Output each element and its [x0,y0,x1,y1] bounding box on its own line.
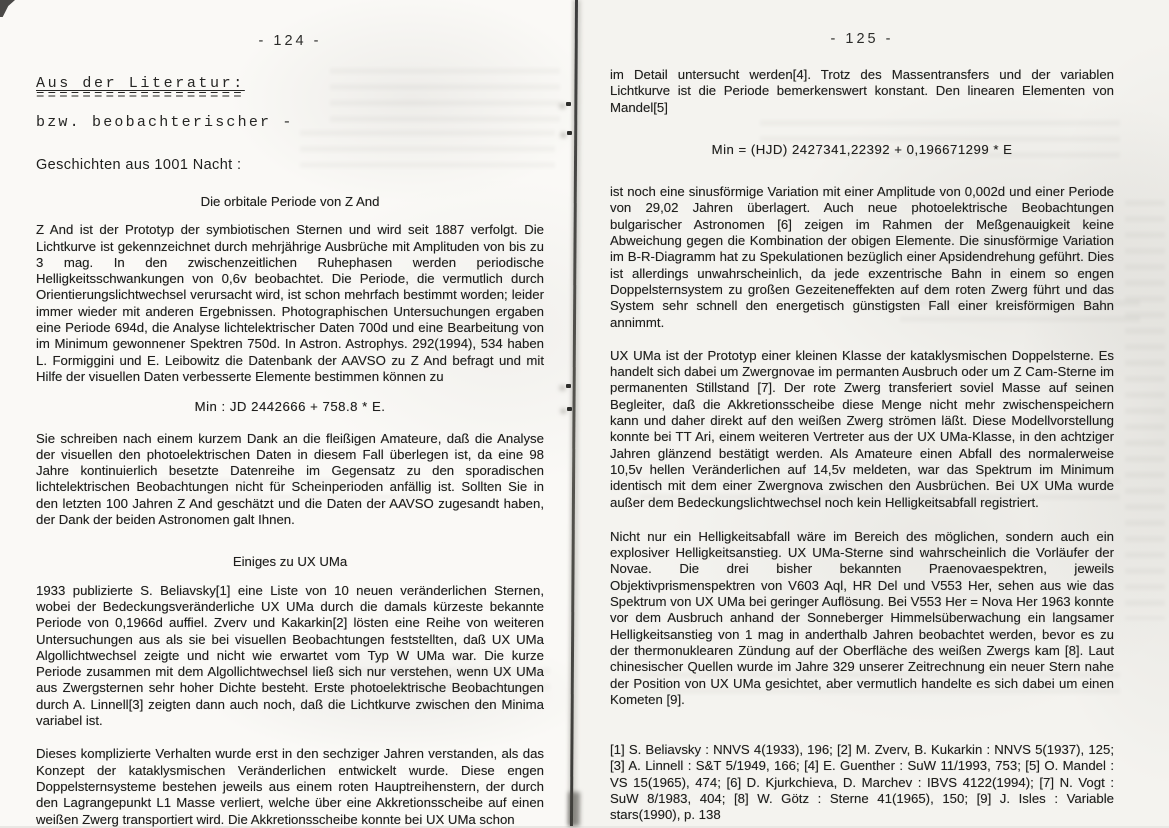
page-number-left: - 124 - [258,33,322,49]
masthead-subtitle: bzw. beobachterischer - [36,114,294,131]
masthead-title: Aus der Literatur: [36,75,245,92]
paragraph-ux-uma-model: Dieses komplizierte Verhalten wurde erst in den sechziger Jahren verstanden, als das Konzept der kataklysmischen Veränderlichen entwickelt wurde. Diese engen Doppelsternsysteme bestehen jeweils aus einem roten Hauptreihenstern, der durch den Lagrangepunkt L1 Masse verliert, welche über eine Akkretionsscheibe auf einen weißen Zwerg transportiert wird. Die Akkretionsscheibe konnte bei UX UMa schon [36,746,544,827]
paragraph-prototype-class: UX UMa ist der Prototyp einer kleinen Klasse der kataklysmischen Doppelsterne. Es handelt sich dabei um Zwergnovae im permanten Ausbruch oder um Z Cam-Sterne im permanenten Stillstand [7]. Der rote Zwerg transferiert soviel Masse auf seinen Begleiter, daß die Akkretionsscheibe diese Menge nicht mehr zwischenspeichern kann und daher direkt auf den weißen Zwerg strömen läßt. Diese Modellvorstellung konnte bei TT Ari, einem weiteren Vertreter aus der UX UMa-Klasse, in den achtziger Jahren glänzend bestätigt werden. Als Amateure einen Abfall des normalerweise 10,5v hellen Veränderlichen auf 14,5v meldeten, war das Spektrum im Minimum identisch mit dem einer Zwergnova zwischen den Ausbrüchen. Bei UX UMa wurde außer dem Bedeckungslichtwechsel noch kein Helligkeitsabfall registriert. [610,347,1114,510]
section-heading-ux-uma: Einiges zu UX UMa [232,554,348,570]
paragraph-continuation: im Detail untersucht werden[4]. Trotz des Massentransfers und der variablen Lichtkurve ist die Periode bemerkenswert konstant. Den linearen Elementen von Mandel[5] [610,67,1114,115]
staple-mark [567,407,572,411]
page-right-125 [577,0,1169,826]
formula-z-and-elements: Min : JD 2442666 + 758.8 * E. [194,399,386,415]
series-title: Geschichten aus 1001 Nacht : [36,157,242,173]
paragraph-novae-precursors: Nicht nur ein Helligkeitsabfall wäre im Bereich des möglichen, sondern auch ein explosiver Helligkeitsanstieg. UX UMa-Sterne sind wahrscheinlich die Vorläufer der Novae. Die drei bisher bekannten Praenovaespektren, jeweils Objektivprismenspektren von V603 Aql, HR Del und V553 Her, sehen aus wie das Spektrum von UX UMa bei geringer Auflösung. Bei V553 Her = Nova Her 1963 konnte vor dem Ausbruch anhand der Sonneberger Himmelsüberwachung ein langsamer Helligkeitsanstieg von 1 mag in anderthalb Jahren beobachtet werden, bevor es zu der thermonuklearen Zündung auf der Oberfläche des weißen Zwergs kam [8]. Laut chinesischer Quellen wurde im Jahre 329 unserer Zeitrechnung ein neuer Stern nahe der Position von UX UMa gesichtet, aber vermutlich handelte es sich dabei um einen Kometen [9]. [610,528,1114,707]
paragraph-z-and-intro: Z And ist der Prototyp der symbiotischen Sternen und wird seit 1887 verfolgt. Die Lichtkurve ist gekennzeichnet durch mehrjährige Ausbrüche mit Amplituden von bis zu 3 mag. In den zwischenzeitlichen Ruhephasen werden periodische Helligkeitsschwankungen von 0,6v beobachtet. Die Periode, die vermutlich durch Orientierungslichtwechsel verursacht wird, ist schon mehrfach bestimmt worden; leider immer wieder mit anderen Ergebnissen. Photographischen Untersuchungen ergaben eine Periode 694d, die Analyse lichtelektrischer Daten 700d und eine Bearbeitung von im Minimum gewonnener Spektren 750d. In Astron. Astrophys. 292(1994), 534 haben L. Formiggini und E. Leibowitz die Datenbank der AAVSO zu Z And befragt und mit Hilfe der visuellen Daten verbesserte Elemente bestimmen können zu [36,222,544,384]
staple-mark [567,131,572,135]
paragraph-sinusoidal-variation: ist noch eine sinusförmige Variation mit einer Amplitude von 0,002d und einer Periode von 29,02 Jahren überlagert. Auch neue photoelektrische Beobachtungen bulgarischer Astronomen [6] zeigen im Rahmen der Meßgenauigkeit keine Abweichung gegen die Kombination der obigen Elemente. Die sinusförmige Variation im B-R-Diagramm hat zu Spekulationen bezüglich einer Apsidendrehung geführt. Dies ist allerdings unwahrscheinlich, da jede exzentrische Bahn in einem so engen Doppelsternsystem zu großen Gezeiteneffekten auf dem roten Zwerg führt und das System sehr schnell den energetisch günstigsten Fall einer kreisförmigen Bahn annimmt. [610,184,1114,330]
references-list: [1] S. Beliavsky : NNVS 4(1933), 196; [2] M. Zverv, B. Kukarkin : NNVS 5(1937), 125; [3] A. Linnell : S&T 5/1949, 166; [4] E. Guenther : SuW 11/1993, 753; [5] O. Mandel : VS 15(1965), 474; [6] D. Kjurkchieva, D. Marchev : IBVS 4122(1994); [7] N. Vogt : SuW 8/1983, 404; [8] W. Götz : Sterne 41(1965), 150; [9] J. Isles : Variable stars(1990), p. 138 [610,742,1114,823]
staple-mark [566,102,571,106]
paragraph-z-and-thanks: Sie schreiben nach einem kurzem Dank an die fleißigen Amateure, daß die Analyse der visuellen den photoelektrischen Daten in diesem Fall überlegen ist, da eine 98 Jahre kontinuierlich besetzte Datenreihe im Gegensatz zu den sporadischen lichtelektrischen Beobachtungen nicht für Scheinperioden anfällig ist. Sollten Sie in den letzten 100 Jahren Z And geschätzt und die Daten der AAVSO zugesandt haben, der Dank der beiden Astronomen galt Ihnen. [36,430,544,528]
section-heading-z-and: Die orbitale Periode von Z And [200,194,380,209]
paragraph-ux-uma-history: 1933 publizierte S. Beliavsky[1] eine Liste von 10 neuen veränderlichen Sternen, wobei der Bedeckungsveränderliche UX UMa durch die damals kürzeste bekannte Periode von 0,1966d auffiel. Zverv und Kakarkin[2] lösten eine Reihe von weiteren Untersuchungen aus als sie bei visuellen Beobachtungen feststellten, daß UX UMa Algollichtwechsel zeigte und nicht wie erwartet vom Typ W UMa war. Die kurze Periode zusammen mit dem Algollichtwechsel ließ sich nur verstehen, wenn UX UMa aus Zwergsternen sehr hoher Dichte besteht. Erste photoelektrische Beobachtungen durch A. Linnell[3] zeigten dann auch noch, daß die Lichtkurve zwischen den Minima variabel ist. [36,582,544,729]
gutter-bottom-smudge [568,792,580,826]
page-left-124 [0,0,571,826]
page-number-right: - 125 - [830,31,894,47]
masthead-double-underline: ================== [36,88,245,104]
formula-ux-uma-elements: Min = (HJD) 2427341,22392 + 0,196671299 * E [711,141,1013,157]
staple-mark [566,384,571,388]
